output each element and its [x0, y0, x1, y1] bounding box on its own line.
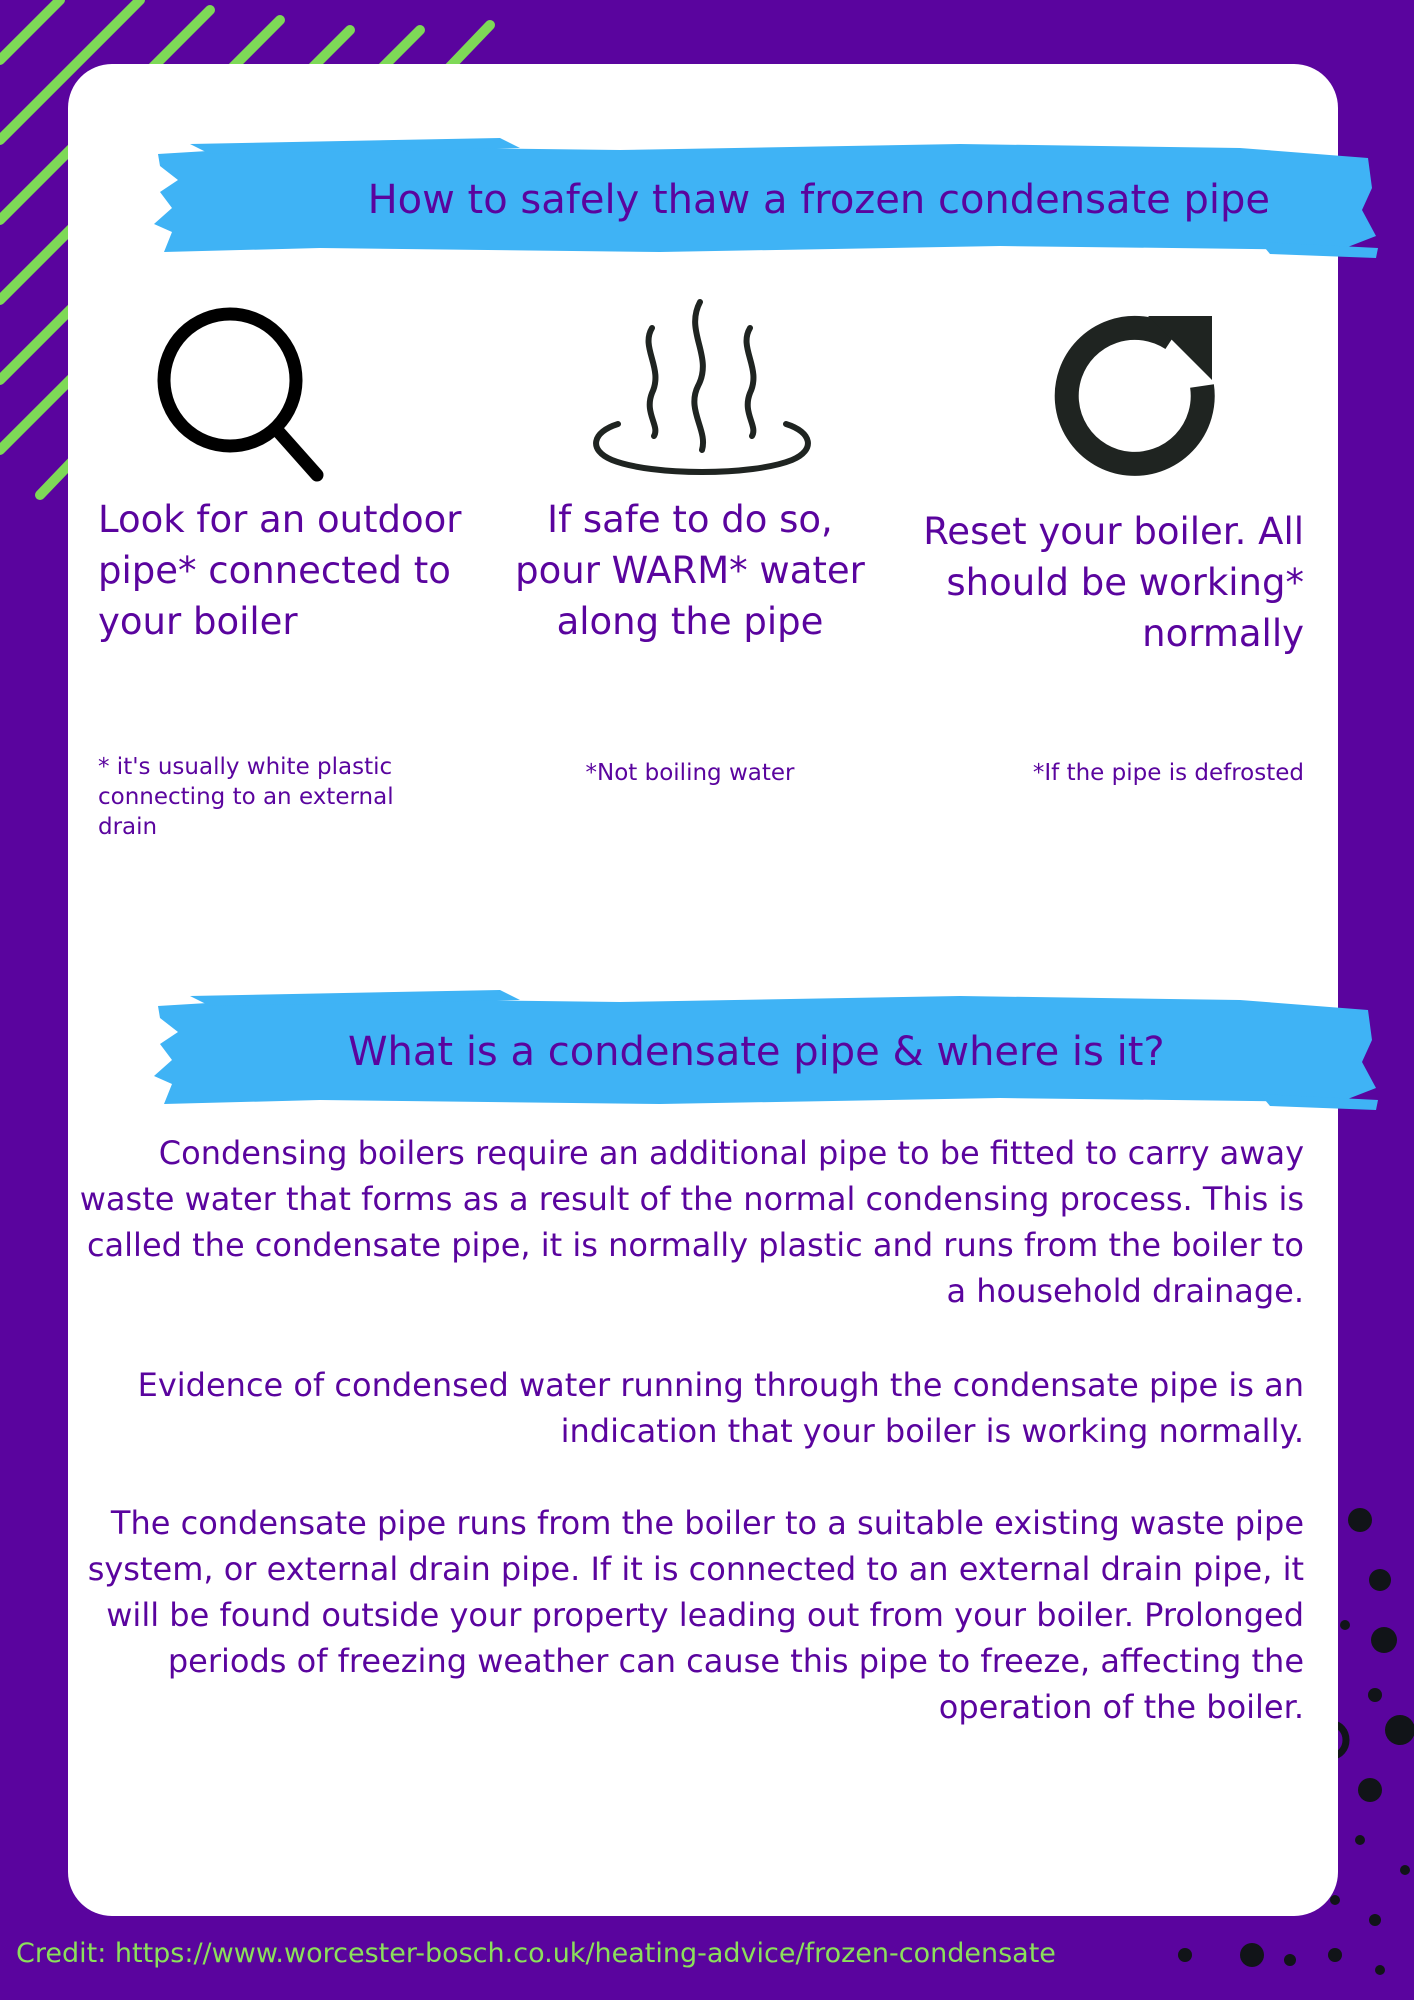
section-banner-thaw: [100, 136, 1380, 264]
magnifier-icon: [145, 300, 335, 490]
paragraph-3: The condensate pipe runs from the boiler to a suitable existing waste pipe system, or external drain pipe. If it is connected to an external drain pipe, it will be found outside your property leading out from your boiler. Prolonged periods of freezing weather can cause this pipe to freeze, affecting the operation of the boiler.: [87, 1504, 1304, 1726]
section-title: How to safely thaw a frozen condensate pipe: [367, 177, 1270, 223]
reset-arrow-icon: [1050, 310, 1230, 490]
section-title: What is a condensate pipe & where is it?: [348, 1029, 1165, 1075]
step-3-text: Reset your boiler. All should be working* normally: [923, 510, 1304, 655]
credit-line: Credit: https://www.worcester-bosch.co.uk/heating-advice/frozen-condensate: [16, 1938, 1056, 1969]
steam-icon: [582, 298, 822, 478]
step-2-note: *Not boiling water: [585, 760, 795, 786]
paragraph-1: Condensing boilers require an additional pipe to be fitted to carry away waste water that forms as a result of the normal condensing process. This is called the condensate pipe, it is normally plastic and runs from the boiler to a household drainage.: [79, 1134, 1304, 1310]
paragraph-2: Evidence of condensed water running through the condensate pipe is an indication that your boiler is working normally.: [137, 1366, 1304, 1450]
section-banner-what: [100, 988, 1380, 1116]
step-3-note: *If the pipe is defrosted: [1032, 760, 1304, 786]
step-2-text: If safe to do so, pour WARM* water along the pipe: [515, 498, 865, 643]
step-1-note: * it's usually white plastic connecting to an external drain: [98, 754, 394, 840]
step-1-text: Look for an outdoor pipe* connected to your boiler: [98, 498, 462, 643]
